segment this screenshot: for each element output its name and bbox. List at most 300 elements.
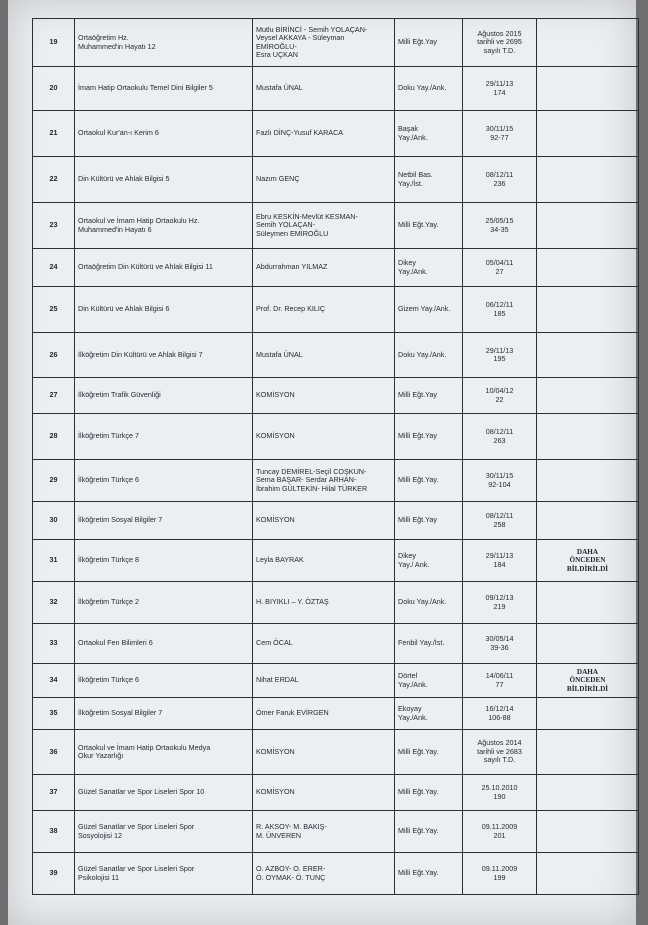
book-title-cell [75,730,253,775]
row-number [33,19,75,67]
row-number-text: 37 [49,787,58,797]
approval-date-line: sayılı T.D. [483,755,516,765]
book-title-cell [75,203,253,249]
note-cell [537,775,639,811]
table-row [33,249,639,287]
author-line: Abdurrahman YILMAZ [256,262,328,272]
note-cell [537,540,639,582]
approval-date-line: 195 [493,354,506,363]
approval-date-cell [463,333,537,378]
author-line: KOMİSYON [256,515,295,525]
publisher-line: Yay./Ank. [398,132,428,142]
book-title-line: Ortaokul Fen Bilimleri 6 [78,638,153,648]
author-cell [253,414,395,460]
row-number-text: 39 [49,868,58,878]
book-title-cell [75,698,253,730]
author-line: İbrahim GÜLTEKİN- Hilal TÜRKER [256,483,368,493]
approval-date-line: 06/12/11 [485,300,514,310]
book-title-line: İlköğretim Sosyal Bilgiler 7 [78,708,163,718]
table-row [33,333,639,378]
approval-date-line: 14/06/11 [485,671,514,681]
table-row [33,582,639,624]
book-title-cell [75,414,253,460]
publisher-cell [395,111,463,157]
publisher-line: Milli Eğt.Yay. [398,220,439,230]
approval-date-cell [463,775,537,811]
approval-date-line: 106-88 [488,712,511,722]
approval-date-line: 16/12/14 [485,704,514,714]
author-cell [253,664,395,698]
note-cell [537,111,639,157]
book-title-line: İlköğretim Türkçe 8 [78,555,139,565]
author-line: Sema BAŞAR- Serdar ARHAN- [256,475,357,485]
approval-date-line: 08/12/11 [485,170,514,180]
row-number [33,287,75,333]
table-row [33,67,639,111]
approval-date-cell [463,157,537,203]
publisher-cell [395,203,463,249]
row-number [33,249,75,287]
note-cell [537,502,639,540]
note-line: ÖNCEDEN [569,556,606,565]
author-line: KOMİSYON [256,390,295,400]
row-number [33,540,75,582]
approval-date-line: 10/04/12 [485,386,514,396]
publisher-line: Başak [398,124,418,134]
book-title-cell [75,460,253,502]
author-line: Mustafa ÜNAL [256,83,303,93]
row-number [33,853,75,895]
book-title-cell [75,287,253,333]
table-row [33,157,639,203]
row-number-text: 19 [49,37,58,47]
book-title-cell [75,111,253,157]
note-cell [537,414,639,460]
approval-date-line: 185 [493,308,506,318]
publisher-line: Yay./Ank. [398,266,428,276]
approval-date-line: 29/11/13 [485,345,514,355]
note-cell [537,853,639,895]
author-line: KOMİSYON [256,787,295,797]
approval-date-cell [463,730,537,775]
note-cell [537,730,639,775]
publisher-cell [395,19,463,67]
author-line: Süleymen EMİROĞLU [256,228,329,238]
approval-date-line: 30/11/15 [485,124,514,134]
author-line: EMİROĞLU- [256,41,297,51]
publisher-cell [395,698,463,730]
table-row [33,378,639,414]
table-row [33,460,639,502]
approval-date-cell [463,67,537,111]
row-number [33,414,75,460]
author-cell [253,730,395,775]
author-line: Veysel AKKAYA - Süleyman [256,33,345,43]
author-line: Mustafa ÜNAL [256,349,303,359]
approval-date-line: 77 [495,679,504,689]
book-title-line: Muhammed'in Hayatı 6 [78,224,152,234]
author-cell [253,111,395,157]
table-row [33,811,639,853]
book-title-line: İlköğretim Din Kültürü ve Ahlak Bilgisi 7 [78,349,203,359]
row-number-text: 26 [49,349,58,359]
book-title-line: İmam Hatip Ortaokulu Temel Dini Bilgiler 5 [78,83,213,93]
book-title-line: Ortaöğretim Hz. [78,33,129,43]
publisher-line: Netbil Bas. [398,170,433,180]
approval-date-line: 25.10.2010 [481,783,518,793]
author-cell [253,624,395,664]
book-title-cell [75,67,253,111]
publisher-line: Yay./ Ank. [398,559,430,569]
note-cell [537,67,639,111]
row-number-text: 35 [49,708,58,718]
approval-date-cell [463,624,537,664]
publisher-line: Milli Eğt.Yay [398,431,438,441]
approval-date-line: 29/11/13 [485,551,514,561]
publisher-line: Milli Eğt.Yay [398,515,438,525]
author-cell [253,287,395,333]
author-cell [253,582,395,624]
note-cell [537,811,639,853]
publisher-cell [395,853,463,895]
book-list-table [32,18,639,895]
note-cell [537,157,639,203]
book-title-line: Ortaöğretim Din Kültürü ve Ahlak Bilgisi 11 [78,262,213,272]
publisher-cell [395,811,463,853]
book-title-line: İlköğretim Türkçe 7 [78,431,139,441]
publisher-line: Milli Eğt.Yay. [398,787,439,797]
approval-date-line: Ağustos 2014 [477,738,522,748]
book-title-cell [75,624,253,664]
publisher-line: Milli Eğt.Yay. [398,746,439,756]
row-number [33,203,75,249]
table-row [33,287,639,333]
author-cell [253,853,395,895]
approval-date-line: 29/11/13 [485,79,514,89]
author-cell [253,378,395,414]
note-cell [537,378,639,414]
approval-date-cell [463,540,537,582]
row-number [33,67,75,111]
note-cell [537,624,639,664]
book-title-cell [75,333,253,378]
note-cell [537,333,639,378]
book-title-line: Din Kültürü ve Ahlak Bilgisi 5 [78,174,170,184]
publisher-cell [395,730,463,775]
approval-date-line: 92-77 [490,132,509,142]
author-line: Nihat ERDAL [256,675,299,685]
row-number [33,698,75,730]
book-title-line: İlköğretim Türkçe 6 [78,675,139,685]
approval-date-cell [463,203,537,249]
row-number-text: 36 [49,746,58,756]
approval-date-cell [463,19,537,67]
note-cell [537,582,639,624]
approval-date-line: 184 [493,559,506,569]
publisher-cell [395,664,463,698]
approval-date-line: 09/12/13 [485,593,514,603]
approval-date-line: 236 [493,178,506,188]
row-number [33,157,75,203]
approval-date-line: 27 [495,266,504,276]
publisher-line: Milli Eğt.Yay. [398,868,439,878]
author-line: KOMİSYON [256,746,295,756]
approval-date-line: sayılı T.D. [483,45,516,55]
row-number-text: 20 [49,83,58,93]
table-row [33,502,639,540]
approval-date-line: 263 [493,435,506,445]
approval-date-line: 22 [495,394,504,404]
table-row [33,19,639,67]
approval-date-line: 174 [493,87,506,97]
publisher-cell [395,460,463,502]
author-line: Prof. Dr. Recep KILIÇ [256,304,326,314]
table-row [33,664,639,698]
publisher-cell [395,287,463,333]
approval-date-line: 30/05/14 [485,634,514,644]
table-row [33,111,639,157]
table-row [33,624,639,664]
approval-date-line: 34-35 [490,224,509,234]
approval-date-line: Ağustos 2015 [477,28,522,38]
author-line: Fazlı DİNÇ-Yusuf KARACA [256,128,344,138]
publisher-cell [395,540,463,582]
note-cell [537,19,639,67]
author-cell [253,249,395,287]
book-title-cell [75,157,253,203]
note-cell [537,287,639,333]
publisher-line: Fenbil Yay./İst. [398,638,445,648]
note-cell [537,698,639,730]
approval-date-cell [463,460,537,502]
author-line: Nazım GENÇ [256,174,300,184]
approval-date-line: 190 [493,791,506,801]
table-row [33,698,639,730]
row-number-text: 29 [49,475,58,485]
note-line: BİLDİRİLDİ [566,684,609,693]
note-cell [537,203,639,249]
row-number [33,582,75,624]
author-cell [253,698,395,730]
approval-date-cell [463,287,537,333]
publisher-line: Doku Yay./Ank. [398,349,447,359]
approval-date-line: 25/05/15 [485,216,514,226]
publisher-line: Doku Yay./Ank. [398,597,447,607]
row-number-text: 34 [49,675,58,685]
row-number [33,502,75,540]
author-cell [253,333,395,378]
author-line: Semih YOLAÇAN- [256,220,315,230]
author-cell [253,203,395,249]
book-title-cell [75,540,253,582]
publisher-cell [395,414,463,460]
approval-date-line: 09.11.2009 [481,822,518,832]
approval-date-line: 30/11/15 [485,471,514,481]
row-number-text: 31 [49,555,58,565]
publisher-cell [395,624,463,664]
publisher-cell [395,378,463,414]
book-title-cell [75,378,253,414]
approval-date-cell [463,414,537,460]
author-line: Mutlu BİRİNCİ - Semih YOLAÇAN- [256,24,368,34]
book-title-cell [75,811,253,853]
row-number-text: 25 [49,304,58,314]
book-title-line: İlköğretim Türkçe 2 [78,597,139,607]
approval-date-cell [463,853,537,895]
row-number [33,378,75,414]
row-number [33,811,75,853]
approval-date-line: tarihli ve 2695 [477,37,522,47]
publisher-cell [395,67,463,111]
row-number-text: 24 [49,262,58,272]
row-number-text: 23 [49,220,58,230]
note-line: ÖNCEDEN [569,676,606,685]
row-number-text: 38 [49,826,58,836]
approval-date-cell [463,582,537,624]
row-number-text: 30 [49,515,58,525]
row-number [33,111,75,157]
book-title-cell [75,664,253,698]
publisher-cell [395,502,463,540]
approval-date-line: 92-104 [488,479,511,489]
author-cell [253,502,395,540]
book-title-cell [75,19,253,67]
book-title-cell [75,502,253,540]
note-cell [537,664,639,698]
row-number-text: 27 [49,390,58,400]
approval-date-line: 39-36 [490,642,509,652]
author-cell [253,67,395,111]
publisher-line: Yay./Ank. [398,712,428,722]
publisher-line: Dikey [398,258,416,268]
publisher-cell [395,582,463,624]
approval-date-line: tarihli ve 2683 [477,746,522,756]
author-line: M. ÜNVEREN [256,830,302,840]
author-cell [253,811,395,853]
row-number [33,624,75,664]
author-line: Leyla BAYRAK [256,555,304,565]
row-number [33,730,75,775]
publisher-cell [395,775,463,811]
table-row [33,730,639,775]
publisher-line: Milli Eğt.Yay [398,37,438,47]
approval-date-cell [463,698,537,730]
note-cell [537,460,639,502]
publisher-line: Milli Eğt.Yay. [398,826,439,836]
publisher-line: Milli Eğt.Yay [398,390,438,400]
row-number [33,333,75,378]
publisher-line: Yay./İst. [398,178,423,188]
row-number-text: 22 [49,174,58,184]
approval-date-line: 258 [493,519,506,529]
book-title-line: Güzel Sanatlar ve Spor Liseleri Spor [78,864,195,874]
approval-date-line: 05/04/11 [485,258,514,268]
book-title-cell [75,853,253,895]
publisher-line: Dörtel [398,671,418,681]
approval-date-line: 09.11.2009 [481,864,518,874]
author-cell [253,19,395,67]
author-cell [253,157,395,203]
author-line: H. BIYIKLI – Y. ÖZTAŞ [256,597,329,607]
publisher-line: Milli Eğt.Yay. [398,475,439,485]
approval-date-cell [463,111,537,157]
author-cell [253,460,395,502]
approval-date-line: 08/12/11 [485,511,514,521]
book-title-line: Ortaokul Kur'an-ı Kerim 6 [78,128,159,138]
row-number-text: 33 [49,638,58,648]
publisher-line: Doku Yay./Ank. [398,83,447,93]
publisher-cell [395,249,463,287]
document-page [8,0,636,925]
book-title-line: İlköğretim Trafik Güvenliği [78,390,161,400]
book-title-line: Sosyolojisi 12 [78,830,122,840]
author-cell [253,540,395,582]
author-line: KOMİSYON [256,431,295,441]
row-number-text: 32 [49,597,58,607]
note-line: BİLDİRİLDİ [566,564,609,573]
author-line: Cem ÖCAL [256,638,293,648]
author-line: Ebru KESKİN-Mevlüt KESMAN- [256,211,358,221]
note-line: DAHA [576,547,599,556]
author-line: Ömer Faruk EVİRGEN [256,708,329,718]
table-row [33,203,639,249]
row-number [33,460,75,502]
publisher-cell [395,333,463,378]
book-title-line: Okur Yazarlığı [78,751,124,760]
note-line: DAHA [576,667,599,676]
table-body [33,19,639,895]
book-title-line: Muhammed'in Hayatı 12 [78,41,156,51]
approval-date-cell [463,378,537,414]
approval-date-cell [463,502,537,540]
note-cell [537,249,639,287]
publisher-line: Gizem Yay./Ank. [398,304,451,314]
publisher-line: Ekoyay [398,704,422,714]
book-title-line: İlköğretim Sosyal Bilgiler 7 [78,515,163,525]
row-number-text: 21 [49,128,58,138]
book-title-line: Ortaokul ve İmam Hatip Ortaokulu Medya [78,742,211,752]
book-title-line: Ortaokul ve İmam Hatip Ortaokulu Hz. [78,216,200,226]
book-title-line: Psikolojisi 11 [78,872,120,882]
approval-date-line: 199 [493,872,506,882]
approval-date-line: 201 [493,830,506,840]
book-title-cell [75,775,253,811]
author-line: Esra UÇKAN [256,49,298,59]
row-number-text: 28 [49,431,58,441]
book-title-cell [75,582,253,624]
table-row [33,775,639,811]
approval-date-line: 08/12/11 [485,427,514,437]
book-title-line: İlköğretim Türkçe 6 [78,475,139,485]
table-row [33,414,639,460]
author-cell [253,775,395,811]
approval-date-cell [463,249,537,287]
row-number [33,664,75,698]
book-title-line: Güzel Sanatlar ve Spor Liseleri Spor 10 [78,787,205,797]
approval-date-cell [463,811,537,853]
approval-date-line: 219 [493,601,506,611]
row-number [33,775,75,811]
publisher-line: Dikey [398,551,416,561]
table-row [33,540,639,582]
table-row [33,853,639,895]
book-title-cell [75,249,253,287]
publisher-cell [395,157,463,203]
author-line: O. AZBOY- O. ERER- [256,864,326,874]
author-line: R. AKSOY- M. BAKIŞ- [256,822,327,832]
publisher-line: Yay./Ank. [398,679,428,689]
book-title-line: Din Kültürü ve Ahlak Bilgisi 6 [78,304,170,314]
